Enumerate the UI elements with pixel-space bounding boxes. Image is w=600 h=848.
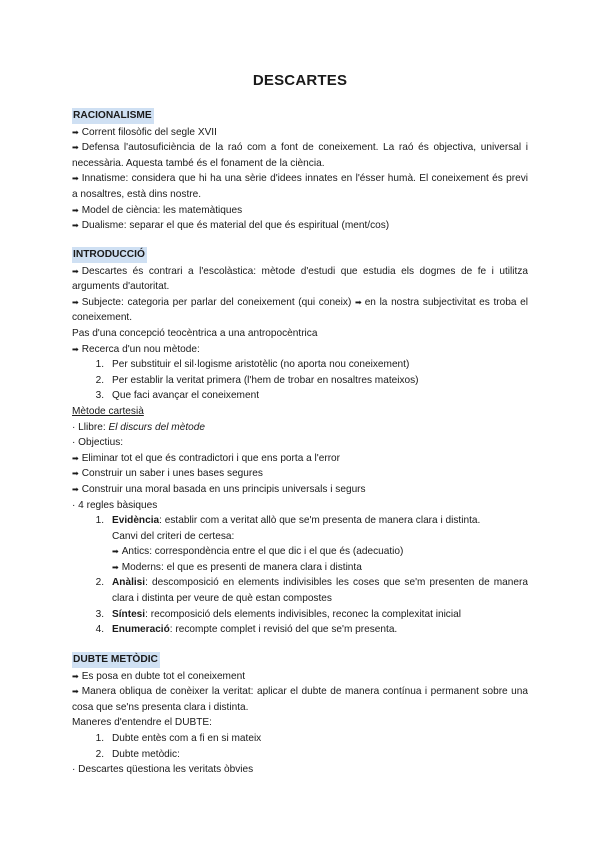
list-item: ➡ Model de ciència: les matemàtiques [72,204,243,216]
paragraph: · Descartes qüestiona les veritats òbvies [72,764,254,776]
arrow-icon: ➡ [72,174,79,184]
arrow-icon: ➡ [72,469,79,479]
list-item: ➡ Construir un saber i unes bases segures [72,468,263,480]
arrow-icon: ➡ [354,297,362,307]
numbered-item: 3. Que faci avançar el coneixement [95,390,260,402]
list-item: ➡ Moderns: el que es presenti de manera clara i distinta [112,561,362,573]
numbered-item: 1. Dubte entès com a fi en si mateix [95,732,262,744]
numbered-item: 4. Enumeració: recompte complet i revisió del que se'm presenta. [95,624,398,636]
list-item: ➡ Defensa l'autosuficiència de la raó com a font de coneixement. La raó és objectiva, universal i necessària. Aquesta també és el fonament de la ciència. [72,142,528,169]
arrow-icon: ➡ [72,221,79,231]
numbered-item: 2. Anàlisi: descomposició en elements indivisibles les coses que se'm presenten de manera clara i distinta per veure de què estan compostes [95,577,528,605]
subheading-metode: Mètode cartesià [72,405,144,417]
list-item: ➡ Subjecte: categoria per parlar del coneixement (qui coneix) ➡ en la nostra subjectivitat es troba el coneixement. [72,296,528,324]
section-heading: DUBTE METÒDIC [72,652,160,668]
arrow-icon: ➡ [72,143,79,153]
list-item: ➡ Innatisme: considera que hi ha una sèrie d'idees innates en l'ésser humà. El coneixement és previ a nosaltres, està dins nostre. [72,173,528,200]
arrow-icon: ➡ [72,484,79,494]
numbered-item: 1. Per substituir el sil·logisme aristotèlic (no aporta nou coneixement) [95,359,410,371]
list-item: ➡ Dualisme: separar el que és material del que és espiritual (ment/cos) [72,220,390,232]
page-title: DESCARTES [252,72,348,89]
book-line: · Llibre: El discurs del mètode [72,421,205,433]
list-item: ➡ Antics: correspondència entre el que dic i el que és (adecuatio) [112,546,404,558]
numbered-item: 2. Per establir la veritat primera (l'hem de trobar en nosaltres mateixos) [95,374,419,386]
list-item: ➡ Eliminar tot el que és contradictori i que ens porta a l'error [72,452,341,464]
arrow-icon: ➡ [112,547,119,557]
paragraph: Pas d'una concepció teocèntrica a una antropocèntrica [72,327,318,339]
arrow-icon: ➡ [72,266,79,276]
section-introduccio [72,247,528,638]
section-heading: INTRODUCCIÓ [72,247,147,263]
list-item: ➡ Es posa en dubte tot el coneixement [72,670,245,682]
numbered-item: 3. Síntesi: recomposició dels elements indivisibles, reconec la complexitat inicial [95,608,461,620]
arrow-icon: ➡ [72,671,79,681]
arrow-icon: ➡ [72,127,79,137]
arrow-icon: ➡ [112,562,119,572]
arrow-icon: ➡ [72,344,79,354]
regles-label: · 4 regles bàsiques [72,499,158,511]
arrow-icon: ➡ [72,205,79,215]
arrow-icon: ➡ [72,453,79,463]
list-item: ➡ Recerca d'un nou mètode: [72,343,200,355]
numbered-item: 2. Dubte metòdic: [95,748,180,760]
objectius-label: · Objectius: [72,437,124,449]
certesa-label: Canvi del criteri de certesa: [112,530,235,542]
section-heading: RACIONALISME [72,108,154,124]
section-dubte [72,652,528,778]
section-racionalisme [72,108,528,234]
list-item: ➡ Construir una moral basada en uns principis universals i segurs [72,483,366,495]
paragraph: Maneres d'entendre el DUBTE: [72,717,212,729]
numbered-item: 1. Evidència: establir com a veritat allò que se'm presenta de manera clara i distinta. Canvi del criteri de certesa: ➡ Antics: correspondència entre el que dic i el que és (adecuatio) ➡ Moderns: el que es presenti de manera clara i distinta [72,513,528,575]
list-item: ➡ Corrent filosòfic del segle XVII [72,126,217,138]
arrow-icon: ➡ [72,297,79,307]
list-item: ➡ Manera obliqua de conèixer la veritat: aplicar el dubte de manera contínua i permanent sobre una cosa que se'ns presenta clara i distinta. [72,686,528,713]
arrow-icon: ➡ [72,687,79,697]
list-item: ➡ Descartes és contrari a l'escolàstica: mètode d'estudi que estudia els dogmes de fe i utilitza arguments d'autoritat. [72,265,528,293]
